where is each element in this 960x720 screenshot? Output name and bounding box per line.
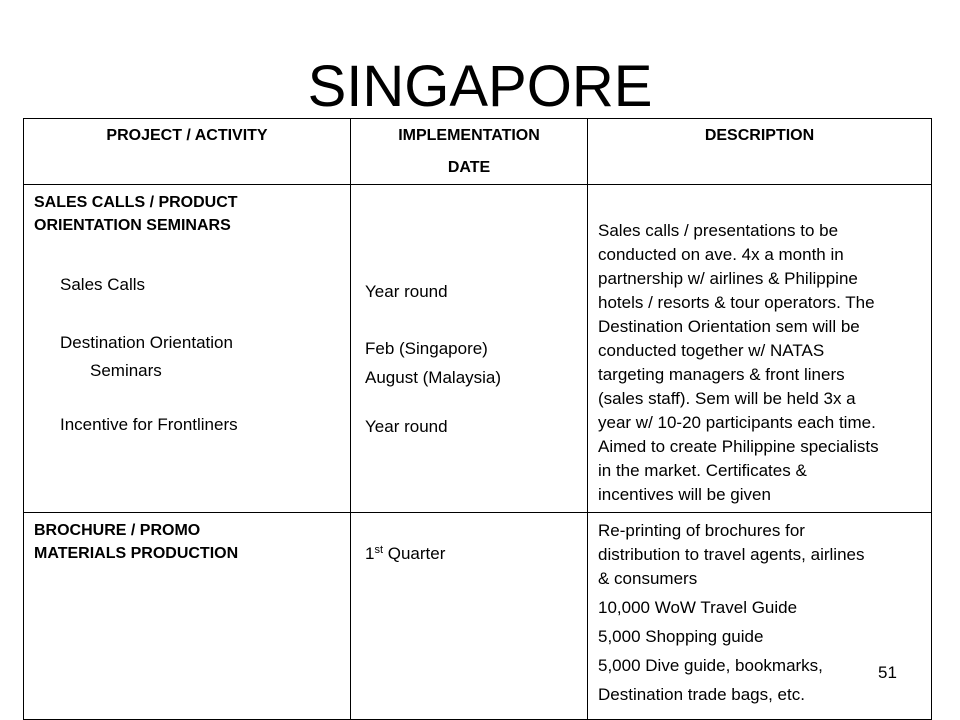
header-project-activity: PROJECT / ACTIVITY (24, 119, 351, 185)
item-sales-calls: Sales Calls (60, 275, 146, 294)
date-number: 1 (365, 544, 375, 563)
date-august-malaysia: August (Malaysia) (365, 368, 502, 387)
header-impl-line1: IMPLEMENTATION (398, 127, 540, 144)
item-seminars: Seminars (90, 361, 162, 380)
description-line: distribution to travel agents, airlines (598, 545, 865, 564)
date-quarter-text: Quarter (383, 544, 446, 563)
date-year-round-2: Year round (365, 417, 448, 436)
table-row (24, 513, 932, 720)
description-line: Sales calls / presentations to be (598, 221, 839, 240)
page-number: 51 (878, 663, 897, 682)
description-line: targeting managers & front liners (598, 365, 845, 384)
description-line: partnership w/ airlines & Philippine (598, 269, 858, 288)
project-heading-line1: SALES CALLS / PRODUCT (34, 194, 238, 211)
date-year-round-1: Year round (365, 282, 448, 301)
date-ordinal-suffix: st (374, 544, 384, 556)
description-line: incentives will be given (598, 485, 771, 504)
project-cell (24, 513, 351, 720)
item-destination-orientation: Destination Orientation (60, 333, 233, 352)
brochure-item: 5,000 Dive guide, bookmarks, (598, 656, 823, 675)
table-row (24, 185, 932, 513)
date-feb-singapore: Feb (Singapore) (365, 339, 488, 358)
description-line: (sales staff). Sem will be held 3x a (598, 389, 856, 408)
description-cell (588, 185, 932, 513)
project-cell (24, 185, 351, 513)
description-line: year w/ 10-20 participants each time. (598, 413, 876, 432)
activity-table (23, 118, 932, 720)
brochure-item: 10,000 WoW Travel Guide (598, 598, 798, 617)
description-line: conducted together w/ NATAS (598, 341, 825, 360)
description-line: in the market. Certificates & (598, 461, 807, 480)
date-first-quarter (365, 542, 577, 566)
description-line: Aimed to create Philippine specialists (598, 437, 879, 456)
brochure-item: Destination trade bags, etc. (598, 685, 805, 704)
header-impl-line2: DATE (447, 159, 491, 176)
description-cell (588, 513, 932, 720)
description-line: conducted on ave. 4x a month in (598, 245, 844, 264)
description-line: & consumers (598, 569, 698, 588)
item-incentive-frontliners: Incentive for Frontliners (60, 415, 238, 434)
project-heading-line2: ORIENTATION SEMINARS (34, 217, 231, 234)
page-title: SINGAPORE (307, 54, 653, 119)
description-line: Re-printing of brochures for (598, 521, 805, 540)
project-heading-line2: MATERIALS PRODUCTION (34, 545, 239, 562)
date-cell (351, 513, 588, 720)
header-implementation-date (351, 119, 588, 185)
project-heading-line1: BROCHURE / PROMO (34, 522, 201, 539)
description-line: hotels / resorts & tour operators. The (598, 293, 875, 312)
table-header-row (24, 119, 932, 185)
description-line: Destination Orientation sem will be (598, 317, 860, 336)
header-description: DESCRIPTION (588, 119, 932, 185)
date-cell (351, 185, 588, 513)
brochure-item: 5,000 Shopping guide (598, 627, 764, 646)
